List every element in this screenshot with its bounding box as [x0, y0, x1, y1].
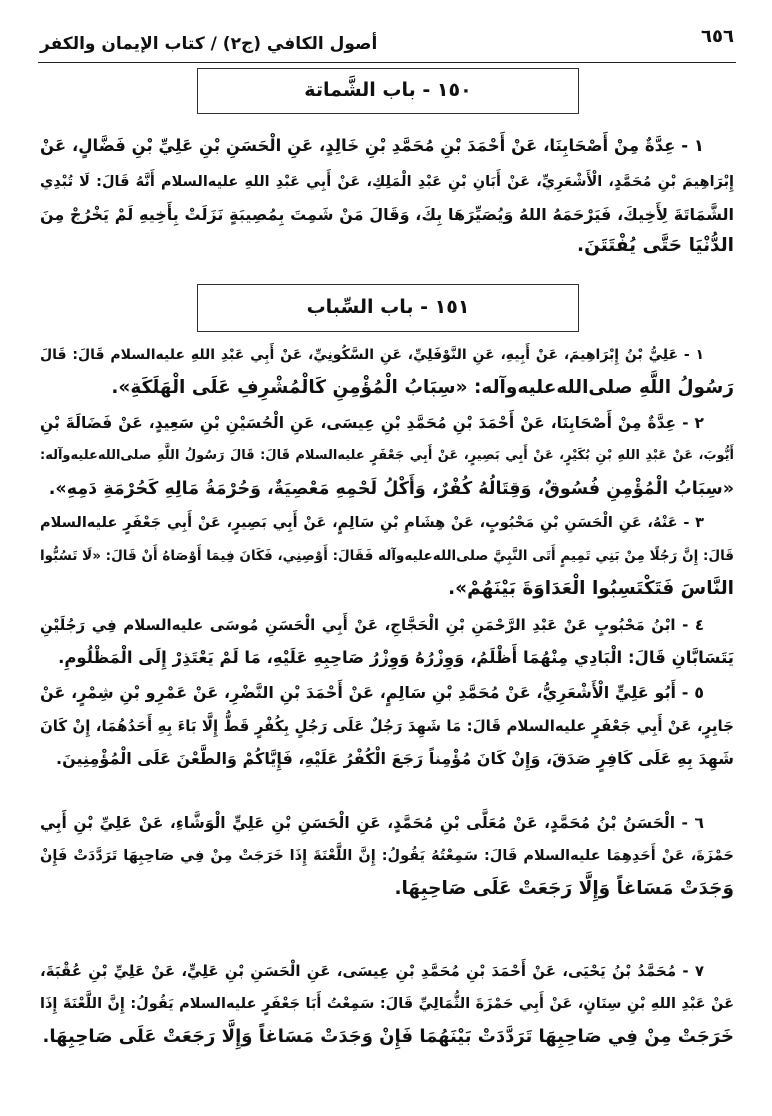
page-number: ٦٥٦	[701, 26, 734, 47]
chapter-heading-box	[197, 284, 579, 332]
book-title: أصول الكافي (ج٢) / كتاب الإيمان والكفر	[40, 34, 378, 54]
text-line: عَنْ عَبْدِ اللهِ بْنِ سِنَانٍ، عَنْ أَبِي حَمْزَةَ الثُّمَالِيِّ قَالَ: سَمِعْتُ أَبَا جَعْفَرٍ عليه‌السلام يَقُولُ: إِنَّ اللَّعْنَةَ إِذَا	[40, 996, 734, 1012]
text-line: الشَّمَاتَةَ لِأَخِيكَ، فَيَرْحَمَهُ اللهُ وَيُصَيِّرَهَا بِكَ، وَقَالَ مَنْ شَمِتَ بِمُصِيبَةٍ نَزَلَتْ بِأَخِيهِ لَمْ يَخْرُجْ مِنَ	[40, 205, 734, 224]
text-line: شَهِدَ بِهِ عَلَى كَافِرٍ صَدَقَ، وَإِنْ كَانَ مُؤْمِناً رَجَعَ الْكُفْرُ عَلَيْهِ، فَإِيَّاكُمْ وَالطَّعْنَ عَلَى الْمُؤْمِنِينَ.	[55, 749, 734, 768]
text-line: ٢ - عِدَّةٌ مِنْ أَصْحَابِنَا، عَنْ أَحْمَدَ بْنِ مُحَمَّدِ بْنِ عِيسَى، عَنِ الْحُسَيْنِ بْنِ سَعِيدٍ، عَنْ فَضَالَةَ بْنِ	[40, 414, 704, 432]
text-line: إِبْرَاهِيمَ بْنِ مُحَمَّدٍ، الْأَشْعَرِيِّ، عَنْ أَبَانِ بْنِ عَبْدِ الْمَلِكِ، عَنْ أَبِي عَبْدِ اللهِ عليه‌السلام أَنَّهُ قَالَ: لَا تُبْدِي	[40, 174, 734, 190]
text-line: حَمْزَةَ، عَنْ أَحَدِهِمَا عليه‌السلام قَالَ: سَمِعْتُهُ يَقُولُ: إِنَّ اللَّعْنَةَ إِذَا خَرَجَتْ مِنْ فِي صَاحِبِهَا تَرَدَّدَتْ فَإِنْ	[40, 848, 734, 864]
text-line: ٥ - أَبُو عَلِيٍّ الْأَشْعَرِيُّ، عَنْ مُحَمَّدِ بْنِ سَالِمٍ، عَنْ أَحْمَدَ بْنِ النَّضْرِ، عَنْ عَمْرِو بْنِ شِمْرٍ، عَنْ	[40, 683, 704, 702]
text-line: النَّاسَ فَتَكْتَسِبُوا الْعَدَاوَةَ بَيْنَهُمْ».	[448, 578, 734, 599]
text-line: ٧ - مُحَمَّدُ بْنُ يَحْيَى، عَنْ أَحْمَدَ بْنِ مُحَمَّدِ بْنِ عِيسَى، عَنِ الْحَسَنِ بْنِ عَلِيٍّ، عَنْ عَلِيِّ بْنِ عُقْبَةَ،	[40, 962, 704, 980]
text-line: يَتَسَابَّانِ قَالَ: الْبَادِي مِنْهُمَا أَظْلَمُ، وَوِزْرُهُ وَوِزْرُ صَاحِبِهِ عَلَيْهِ، مَا لَمْ يَعْتَذِرْ إِلَى الْمَظْلُومِ.	[58, 648, 734, 667]
text-line: أَيُّوبَ، عَنْ عَبْدِ اللهِ بْنِ بُكَيْرٍ، عَنْ أَبِي بَصِيرٍ، عَنْ أَبِي جَعْفَرٍ عليه‌السلام قَالَ: قَالَ رَسُولُ اللَّهِ صلى‌الله‌عليه‌وآله:	[40, 448, 734, 463]
chapter-heading: ١٥٠ - باب الشَّماتة	[304, 79, 472, 101]
text-line: قَالَ: إِنَّ رَجُلًا مِنْ بَنِي تَمِيمٍ أَتَى النَّبِيَّ صلى‌الله‌عليه‌وآله فَقَالَ: أَوْصِنِي، فَكَانَ فِيمَا أَوْصَاهُ أَنْ قَالَ: «لَا تَسُبُّوا	[40, 548, 734, 564]
header-rule	[38, 62, 736, 63]
chapter-heading-box	[197, 68, 579, 114]
text-line: ٦ - الْحَسَنُ بْنُ مُحَمَّدٍ، عَنْ مُعَلَّى بْنِ مُحَمَّدٍ، عَنِ الْحَسَنِ بْنِ عَلِيٍّ الْوَشَّاءِ، عَنْ عَلِيِّ بْنِ أَبِي	[40, 814, 704, 832]
text-line: الدُّنْيَا حَتَّى يُفْتَتَنَ.	[577, 235, 734, 256]
text-line: ١ - عَلِيُّ بْنُ إِبْرَاهِيمَ، عَنْ أَبِيهِ، عَنِ النَّوْفَلِيِّ، عَنِ السَّكُونِيِّ، عَنْ أَبِي عَبْدِ اللهِ عليه‌السلام قَالَ: قَالَ	[40, 347, 704, 363]
text-line: وَجَدَتْ مَسَاغاً وَإِلَّا رَجَعَتْ عَلَى صَاحِبِهَا.	[394, 878, 734, 899]
text-line: جَابِرٍ، عَنْ أَبِي جَعْفَرٍ عليه‌السلام قَالَ: مَا شَهِدَ رَجُلٌ عَلَى رَجُلٍ بِكُفْرٍ قَطُّ إِلَّا بَاءَ بِهِ أَحَدُهُمَا، إِنْ كَانَ	[40, 717, 734, 735]
text-line: ٤ - ابْنُ مَحْبُوبٍ عَنْ عَبْدِ الرَّحْمَنِ بْنِ الْحَجَّاجِ، عَنْ أَبِي الْحَسَنِ مُوسَى عليه‌السلام فِي رَجُلَيْنِ	[40, 616, 704, 634]
chapter-heading: ١٥١ - باب السِّباب	[306, 296, 470, 318]
text-line: رَسُولُ اللَّهِ صلى‌الله‌عليه‌وآله: «سِبَابُ الْمُؤْمِنِ كَالْمُشْرِفِ عَلَى الْهَلَكَةِ».	[111, 377, 734, 398]
text-line: خَرَجَتْ مِنْ فِي صَاحِبِهَا تَرَدَّدَتْ بَيْنَهُمَا فَإِنْ وَجَدَتْ مَسَاغاً وَإِلَّا رَجَعَتْ عَلَى صَاحِبِهَا.	[42, 1026, 734, 1047]
text-line: ٣ - عَنْهُ، عَنِ الْحَسَنِ بْنِ مَحْبُوبٍ، عَنْ هِشَامِ بْنِ سَالِمٍ، عَنْ أَبِي بَصِيرٍ، عَنْ أَبِي جَعْفَرٍ عليه‌السلام	[40, 515, 704, 531]
text-line: «سِبَابُ الْمُؤْمِنِ فُسُوقٌ، وَقِتَالُهُ كُفْرٌ، وَأَكْلُ لَحْمِهِ مَعْصِيَةٌ، وَحُرْمَةُ مَالِهِ كَحُرْمَةِ دَمِهِ».	[48, 479, 734, 499]
text-line: ١ - عِدَّةٌ مِنْ أَصْحَابِنَا، عَنْ أَحْمَدَ بْنِ مُحَمَّدِ بْنِ خَالِدٍ، عَنِ الْحَسَنِ بْنِ عَلِيِّ بْنِ فَضَّالٍ، عَنْ	[40, 136, 704, 155]
